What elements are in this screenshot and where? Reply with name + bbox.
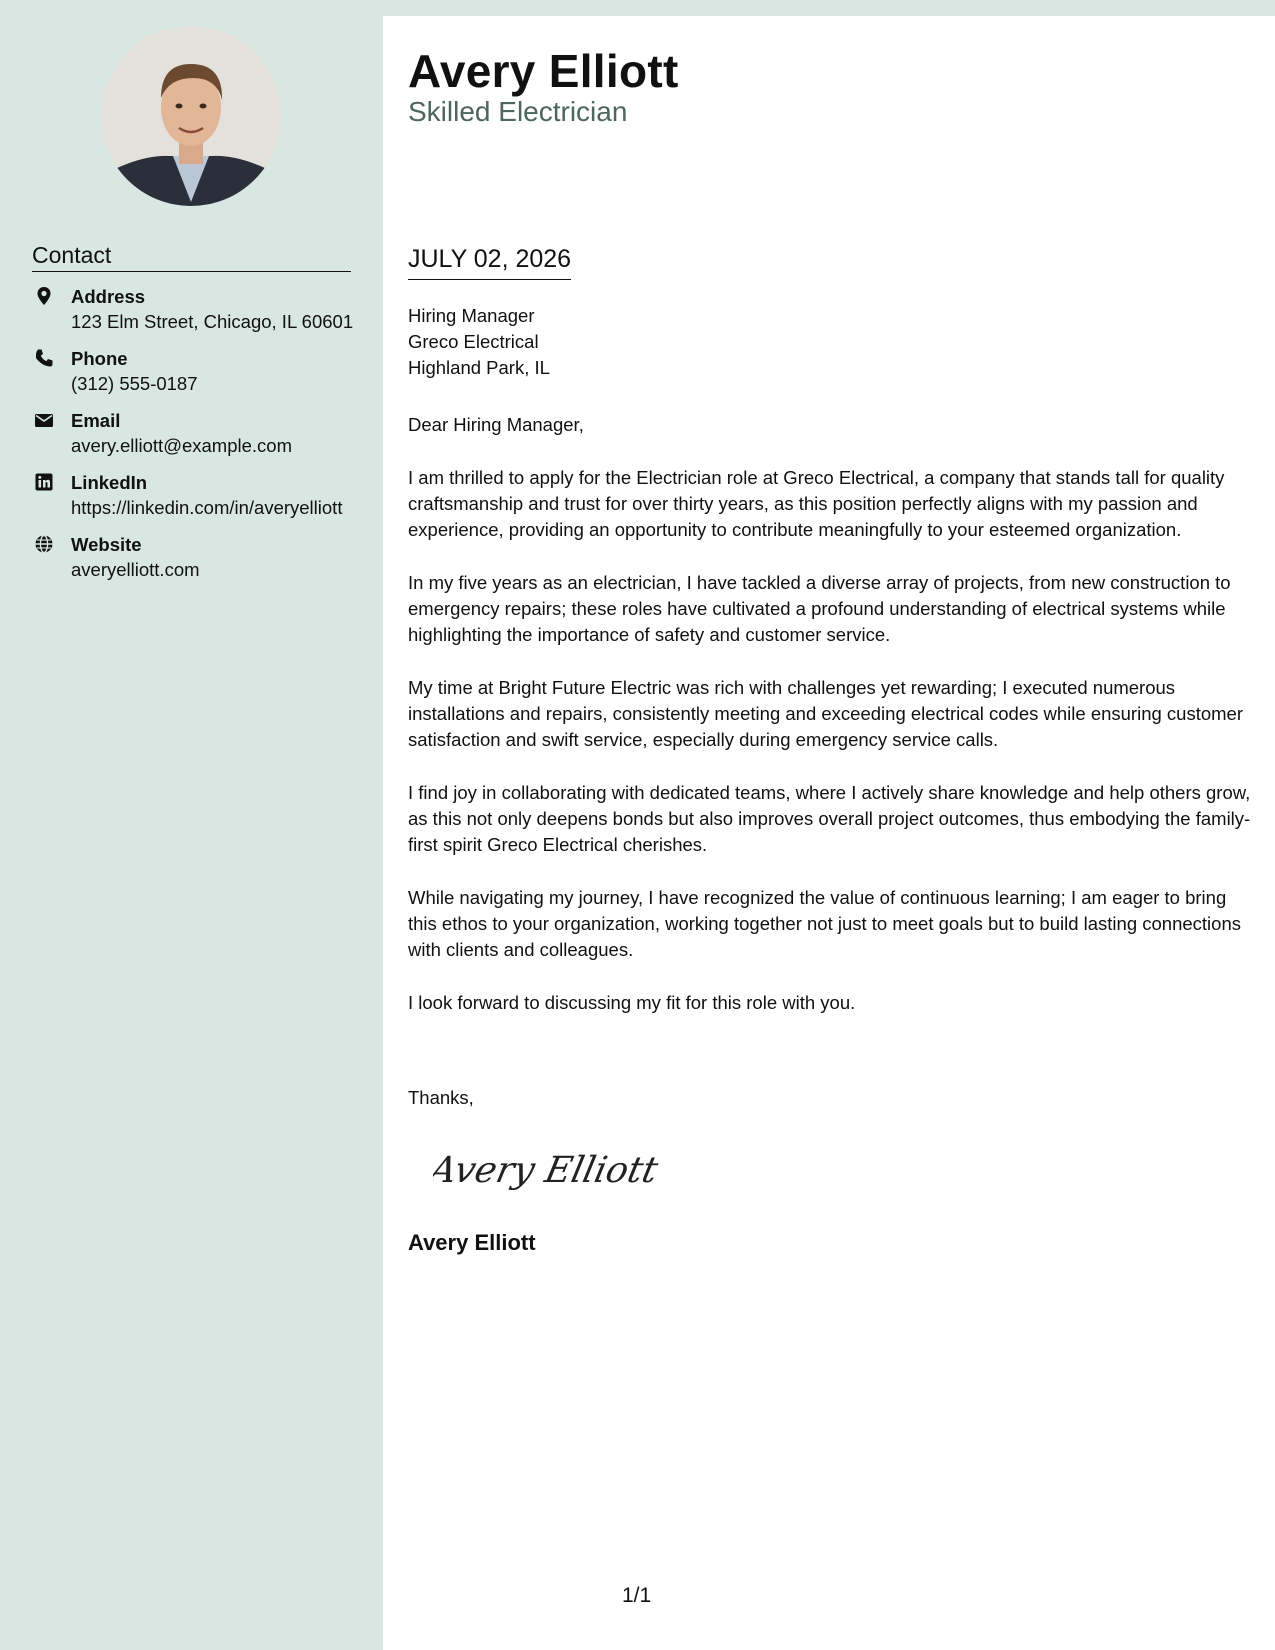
profile-photo — [101, 26, 281, 206]
linkedin-value[interactable]: https://linkedin.com/in/averyelliott — [71, 497, 343, 518]
contact-item-address — [32, 284, 362, 334]
salutation: Dear Hiring Manager, — [408, 414, 584, 435]
contact-label: LinkedIn — [71, 472, 148, 493]
page-number: 1/1 — [622, 1584, 652, 1607]
contact-heading: Contact — [32, 241, 351, 272]
letter-content — [408, 412, 1258, 1043]
contact-label: Address — [71, 286, 146, 307]
recipient-line: Greco Electrical — [408, 331, 539, 352]
website-value[interactable]: averyelliott.com — [71, 559, 200, 580]
letter-date: JULY 02, 2026 — [408, 243, 571, 280]
linkedin-icon — [34, 472, 54, 492]
signer-name: Avery Elliott — [408, 1230, 536, 1255]
handwritten-signature — [433, 1140, 663, 1200]
envelope-icon — [34, 410, 54, 430]
contact-label: Website — [71, 534, 142, 555]
globe-icon — [34, 534, 54, 554]
contact-label: Email — [71, 410, 121, 431]
closing: Thanks, — [408, 1087, 474, 1108]
contact-item-phone — [32, 346, 362, 396]
contact-item-linkedin — [32, 470, 362, 520]
recipient-block — [408, 303, 550, 381]
contact-item-website — [32, 532, 362, 582]
contact-item-email — [32, 408, 362, 458]
location-pin-icon — [34, 286, 54, 306]
letter-paragraph: I am thrilled to apply for the Electrician role at Greco Electrical, a company that stands tall for quality craftsmanship and trust for over thirty years, as this position perfectly aligns with my passion and experience, providing an opportunity to contribute meaningfully to your esteemed organization. — [408, 467, 1225, 540]
letter-paragraph: My time at Bright Future Electric was rich with challenges yet rewarding; I executed numerous installations and repairs, consistently meeting and exceeding electrical codes while ensuring customer satisfaction and swift service, especially during emergency service calls. — [408, 677, 1244, 750]
letter-body — [383, 16, 1275, 1650]
applicant-title: Skilled Electrician — [408, 96, 628, 127]
applicant-name: Avery Elliott — [408, 45, 679, 97]
svg-text:Avery Elliott: Avery Elliott — [433, 1148, 662, 1191]
letter-paragraph: I look forward to discussing my fit for this role with you. — [408, 992, 856, 1013]
recipient-line: Hiring Manager — [408, 305, 535, 326]
email-value[interactable]: avery.elliott@example.com — [71, 435, 292, 456]
contact-list — [32, 284, 362, 594]
address-value: 123 Elm Street, Chicago, IL 60601 — [71, 311, 354, 332]
letter-paragraph: While navigating my journey, I have recognized the value of continuous learning; I am eager to bring this ethos to your organization, working together not just to meet goals but to build lasting connections with clients and colleagues. — [408, 887, 1241, 960]
phone-value[interactable]: (312) 555-0187 — [71, 373, 198, 394]
letter-paragraph: I find joy in collaborating with dedicated teams, where I actively share knowledge and help others grow, as this not only deepens bonds but also improves overall project outcomes, thus embodying the family-first spirit Greco Electrical cherishes. — [408, 782, 1251, 855]
letter-paragraph: In my five years as an electrician, I have tackled a diverse array of projects, from new construction to emergency repairs; these roles have cultivated a profound understanding of electrical systems while highlighting the importance of safety and customer service. — [408, 572, 1231, 645]
phone-icon — [34, 348, 54, 368]
sidebar — [0, 0, 383, 1650]
contact-label: Phone — [71, 348, 128, 369]
recipient-line: Highland Park, IL — [408, 357, 550, 378]
